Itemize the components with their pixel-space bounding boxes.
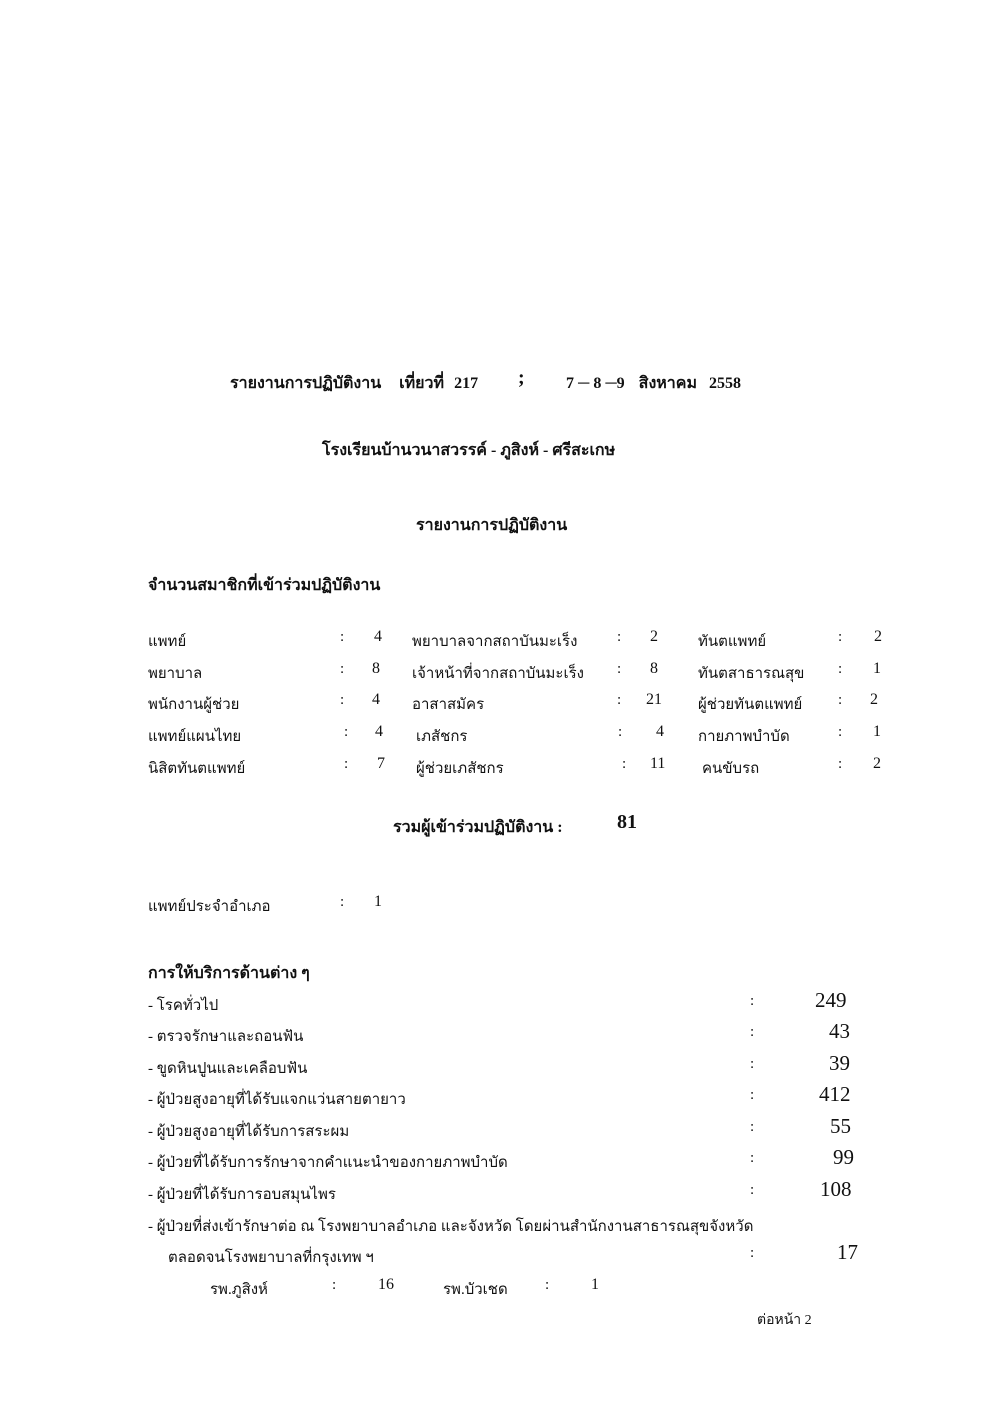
member-colon: : <box>838 756 843 772</box>
service-label: - ผู้ป่วยที่ได้รับการรักษาจากคำแนะนำของกายภาพบำบัด <box>148 1155 508 1171</box>
service-colon: : <box>750 1087 755 1103</box>
district-doctor-value: 1 <box>374 893 382 910</box>
trip-number: 217 <box>454 375 479 392</box>
member-value: 2 <box>650 628 658 645</box>
member-value: 4 <box>375 723 383 740</box>
service-colon: : <box>750 1024 755 1040</box>
member-label: เจ้าหน้าที่จากสถาบันมะเร็ง <box>412 666 584 682</box>
member-label: เภสัชกร <box>416 729 468 745</box>
service-value: 108 <box>820 1177 852 1201</box>
member-label: ทันตสาธารณสุข <box>698 666 805 682</box>
member-colon: : <box>838 692 843 708</box>
total-label: รวมผู้เข้าร่วมปฏิบัติงาน : <box>393 819 563 836</box>
hospital-1-value: 16 <box>378 1276 394 1293</box>
hospital-2-label: รพ.บัวเชด <box>443 1282 508 1298</box>
service-value: 412 <box>819 1082 851 1106</box>
service-value: 39 <box>829 1051 850 1075</box>
service-label: - ผู้ป่วยสูงอายุที่ได้รับการสระผม <box>148 1124 350 1140</box>
member-value: 1 <box>873 723 881 740</box>
service-value: 249 <box>815 988 847 1012</box>
service-colon: : <box>750 1182 755 1198</box>
service-colon: : <box>750 1150 755 1166</box>
continued-note: ต่อหน้า 2 <box>757 1313 812 1328</box>
member-label: พยาบาลจากสถาบันมะเร็ง <box>412 634 578 650</box>
trip-label: เที่ยวที่ <box>399 375 445 392</box>
member-label: ผู้ช่วยเภสัชกร <box>416 761 504 777</box>
member-value: 7 <box>377 755 385 772</box>
hospital-2-value: 1 <box>591 1276 599 1293</box>
member-colon: : <box>838 629 843 645</box>
member-value: 21 <box>646 691 662 708</box>
service-colon: : <box>750 1056 755 1072</box>
member-value: 1 <box>873 660 881 677</box>
member-colon: : <box>344 724 349 740</box>
referral-value: 17 <box>837 1240 858 1264</box>
member-value: 11 <box>650 755 666 772</box>
report-title <box>230 371 478 396</box>
member-colon: : <box>617 661 622 677</box>
members-heading: จำนวนสมาชิกที่เข้าร่วมปฏิบัติงาน <box>148 577 381 594</box>
member-value: 4 <box>372 691 380 708</box>
district-doctor-colon: : <box>340 894 345 910</box>
member-label: แพทย์แผนไทย <box>148 729 242 745</box>
service-value: 43 <box>829 1019 850 1043</box>
member-value: 2 <box>873 755 881 772</box>
service-value: 99 <box>833 1145 854 1169</box>
member-label: อาสาสมัคร <box>412 697 485 713</box>
member-value: 4 <box>374 628 382 645</box>
services-heading: การให้บริการด้านต่าง ๆ <box>148 965 310 982</box>
member-label: ผู้ช่วยทันตแพทย์ <box>698 697 803 713</box>
member-label: พยาบาล <box>148 666 203 682</box>
hospital-1-label: รพ.ภูสิงห์ <box>210 1282 268 1298</box>
section-title: รายงานการปฏิบัติงาน <box>416 517 568 534</box>
member-colon: : <box>622 756 627 772</box>
service-label: - ผู้ป่วยสูงอายุที่ได้รับแจกแว่นสายตายาว <box>148 1092 406 1108</box>
member-label: ทันตแพทย์ <box>698 634 767 650</box>
title-semicolon: ; <box>518 367 525 389</box>
report-date <box>566 371 741 396</box>
member-colon: : <box>340 661 345 677</box>
member-value: 4 <box>656 723 664 740</box>
member-value: 2 <box>874 628 882 645</box>
member-colon: : <box>617 629 622 645</box>
service-label: - โรคทั่วไป <box>148 998 219 1014</box>
service-label: - ผู้ป่วยที่ได้รับการอบสมุนไพร <box>148 1187 336 1203</box>
member-colon: : <box>617 692 622 708</box>
member-label: แพทย์ <box>148 634 187 650</box>
service-colon: : <box>750 993 755 1009</box>
total-value: 81 <box>617 811 637 833</box>
date-range: 7 ─ 8 ─9 <box>566 375 625 392</box>
district-doctor-label: แพทย์ประจำอำเภอ <box>148 899 271 915</box>
referral-line-2: ตลอดจนโรงพยาบาลที่กรุงเทพ ฯ <box>168 1250 374 1266</box>
service-label: - ตรวจรักษาและถอนฟัน <box>148 1029 304 1045</box>
member-label: นิสิตทันตแพทย์ <box>148 761 246 777</box>
member-value: 8 <box>372 660 380 677</box>
member-colon: : <box>340 629 345 645</box>
member-value: 2 <box>870 691 878 708</box>
hospital-1-colon: : <box>332 1277 337 1293</box>
service-value: 55 <box>830 1114 851 1138</box>
member-colon: : <box>340 692 345 708</box>
member-label: พนักงานผู้ช่วย <box>148 697 240 713</box>
member-colon: : <box>838 661 843 677</box>
referral-line-1: - ผู้ป่วยที่ส่งเข้ารักษาต่อ ณ โรงพยาบาลอำเภอ และจังหวัด โดยผ่านสำนักงานสาธารณสุขจังหวัด <box>148 1219 754 1235</box>
member-colon: : <box>344 756 349 772</box>
referral-colon: : <box>750 1245 755 1261</box>
member-label: คนขับรถ <box>702 761 760 777</box>
date-month: สิงหาคม <box>638 375 698 392</box>
member-value: 8 <box>650 660 658 677</box>
member-label: กายภาพบำบัด <box>698 729 790 745</box>
member-colon: : <box>838 724 843 740</box>
service-label: - ขูดหินปูนและเคลือบฟัน <box>148 1061 308 1077</box>
hospital-2-colon: : <box>545 1277 550 1293</box>
location-line: โรงเรียนบ้านวนาสวรรค์ - ภูสิงห์ - ศรีสะเกษ <box>322 442 616 459</box>
title-prefix: รายงานการปฏิบัติงาน <box>230 375 382 392</box>
service-colon: : <box>750 1119 755 1135</box>
member-colon: : <box>618 724 623 740</box>
date-year: 2558 <box>709 375 742 392</box>
